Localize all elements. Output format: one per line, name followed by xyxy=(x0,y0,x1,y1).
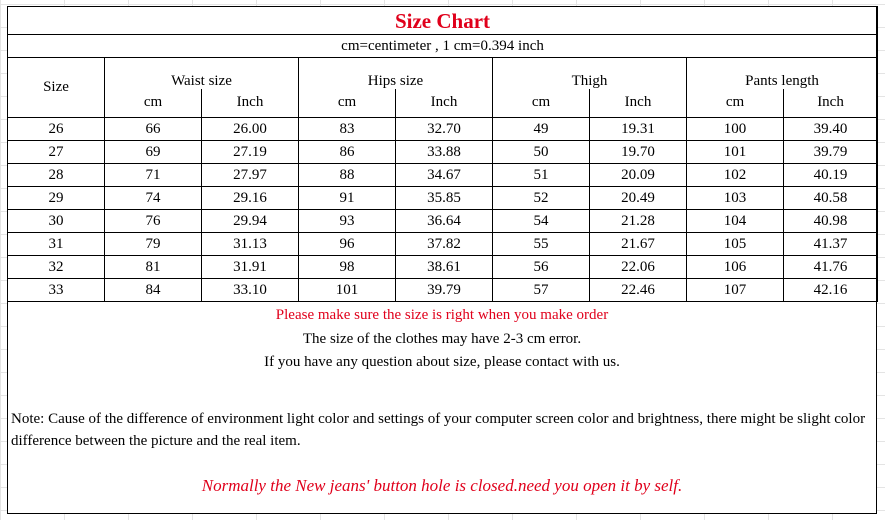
thigh-cm-cell: 52 xyxy=(493,187,590,210)
waist-cm-cell: 76 xyxy=(105,210,202,233)
waist-cm-cell: 84 xyxy=(105,279,202,302)
pants-length-cm-cell: 104 xyxy=(687,210,784,233)
hips-cm-cell: 98 xyxy=(299,256,396,279)
table-row xyxy=(8,233,878,256)
pants-length-inch-cell: 42.16 xyxy=(784,279,878,302)
hips-inch-header: Inch xyxy=(396,89,493,118)
table-row xyxy=(8,164,878,187)
hips-cm-cell: 101 xyxy=(299,279,396,302)
button-hole-note: Normally the New jeans' button hole is closed.need you open it by self. xyxy=(201,476,683,495)
pants-length-cm-cell: 103 xyxy=(687,187,784,210)
hips-inch-cell: 34.67 xyxy=(396,164,493,187)
size-cell: 26 xyxy=(8,118,105,141)
thigh-cm-cell: 50 xyxy=(493,141,590,164)
waist-cm-cell: 81 xyxy=(105,256,202,279)
pants-length-cm-cell: 102 xyxy=(687,164,784,187)
thigh-cm-cell: 51 xyxy=(493,164,590,187)
hips-inch-cell: 35.85 xyxy=(396,187,493,210)
waist-cm-header: cm xyxy=(105,89,202,118)
hips-cm-header: cm xyxy=(299,89,396,118)
waist-inch-cell: 33.10 xyxy=(202,279,299,302)
size-cell: 31 xyxy=(8,233,105,256)
hips-inch-cell: 38.61 xyxy=(396,256,493,279)
pants-length-inch-cell: 41.76 xyxy=(784,256,878,279)
thigh-header: Thigh xyxy=(493,58,687,89)
hips-cm-cell: 86 xyxy=(299,141,396,164)
thigh-inch-cell: 21.67 xyxy=(590,233,687,256)
thigh-inch-cell: 22.06 xyxy=(590,256,687,279)
waist-inch-cell: 29.94 xyxy=(202,210,299,233)
pants-length-cm-header: cm xyxy=(687,89,784,118)
waist-cm-cell: 74 xyxy=(105,187,202,210)
waist-cm-cell: 66 xyxy=(105,118,202,141)
unit-conversion-note: cm=centimeter , 1 cm=0.394 inch xyxy=(8,35,878,58)
pants-length-cm-cell: 101 xyxy=(687,141,784,164)
hips-inch-cell: 33.88 xyxy=(396,141,493,164)
waist-inch-header: Inch xyxy=(202,89,299,118)
hips-inch-cell: 39.79 xyxy=(396,279,493,302)
thigh-inch-cell: 20.49 xyxy=(590,187,687,210)
pants-length-cm-cell: 107 xyxy=(687,279,784,302)
thigh-cm-header: cm xyxy=(493,89,590,118)
thigh-inch-cell: 19.70 xyxy=(590,141,687,164)
hips-cm-cell: 96 xyxy=(299,233,396,256)
size-chart-table xyxy=(7,6,878,302)
waist-size-header: Waist size xyxy=(105,58,299,89)
size-cell: 28 xyxy=(8,164,105,187)
thigh-inch-cell: 20.09 xyxy=(590,164,687,187)
waist-inch-cell: 27.97 xyxy=(202,164,299,187)
size-cell: 27 xyxy=(8,141,105,164)
pants-length-header: Pants length xyxy=(687,58,878,89)
hips-cm-cell: 93 xyxy=(299,210,396,233)
waist-inch-cell: 31.13 xyxy=(202,233,299,256)
size-cell: 33 xyxy=(8,279,105,302)
size-chart-frame xyxy=(7,6,877,514)
table-row xyxy=(8,210,878,233)
thigh-inch-cell: 21.28 xyxy=(590,210,687,233)
pants-length-cm-cell: 105 xyxy=(687,233,784,256)
thigh-inch-header: Inch xyxy=(590,89,687,118)
pants-length-inch-cell: 40.19 xyxy=(784,164,878,187)
make-sure-size-note: Please make sure the size is right when you make order xyxy=(275,307,609,323)
waist-cm-cell: 71 xyxy=(105,164,202,187)
thigh-cm-cell: 54 xyxy=(493,210,590,233)
waist-inch-cell: 29.16 xyxy=(202,187,299,210)
hips-inch-cell: 36.64 xyxy=(396,210,493,233)
waist-inch-cell: 31.91 xyxy=(202,256,299,279)
thigh-cm-cell: 56 xyxy=(493,256,590,279)
thigh-inch-cell: 19.31 xyxy=(590,118,687,141)
waist-inch-cell: 27.19 xyxy=(202,141,299,164)
thigh-cm-cell: 49 xyxy=(493,118,590,141)
table-row xyxy=(8,141,878,164)
pants-length-inch-cell: 39.40 xyxy=(784,118,878,141)
table-row xyxy=(8,118,878,141)
pants-length-cm-cell: 106 xyxy=(687,256,784,279)
thigh-cm-cell: 57 xyxy=(493,279,590,302)
pants-length-inch-cell: 40.98 xyxy=(784,210,878,233)
table-row xyxy=(8,256,878,279)
hips-inch-cell: 32.70 xyxy=(396,118,493,141)
thigh-cm-cell: 55 xyxy=(493,233,590,256)
pants-length-inch-header: Inch xyxy=(784,89,878,118)
color-disclaimer-note: Note: Cause of the difference of environment light color and settings of your computer screen color and brightness, there might be slight color difference between the picture and the real item. xyxy=(11,411,866,449)
table-row xyxy=(8,279,878,302)
contact-note: If you have any question about size, please contact with us. xyxy=(264,354,620,370)
pants-length-inch-cell: 41.37 xyxy=(784,233,878,256)
size-cell: 29 xyxy=(8,187,105,210)
pants-length-inch-cell: 40.58 xyxy=(784,187,878,210)
size-column-header: Size xyxy=(8,58,105,118)
hips-cm-cell: 83 xyxy=(299,118,396,141)
waist-cm-cell: 69 xyxy=(105,141,202,164)
size-error-note: The size of the clothes may have 2-3 cm error. xyxy=(302,331,582,347)
pants-length-inch-cell: 39.79 xyxy=(784,141,878,164)
thigh-inch-cell: 22.46 xyxy=(590,279,687,302)
waist-inch-cell: 26.00 xyxy=(202,118,299,141)
hips-cm-cell: 91 xyxy=(299,187,396,210)
hips-cm-cell: 88 xyxy=(299,164,396,187)
pants-length-cm-cell: 100 xyxy=(687,118,784,141)
notes-section xyxy=(8,304,876,513)
table-row xyxy=(8,187,878,210)
hips-size-header: Hips size xyxy=(299,58,493,89)
hips-inch-cell: 37.82 xyxy=(396,233,493,256)
size-cell: 32 xyxy=(8,256,105,279)
waist-cm-cell: 79 xyxy=(105,233,202,256)
size-cell: 30 xyxy=(8,210,105,233)
chart-title: Size Chart xyxy=(8,7,878,35)
